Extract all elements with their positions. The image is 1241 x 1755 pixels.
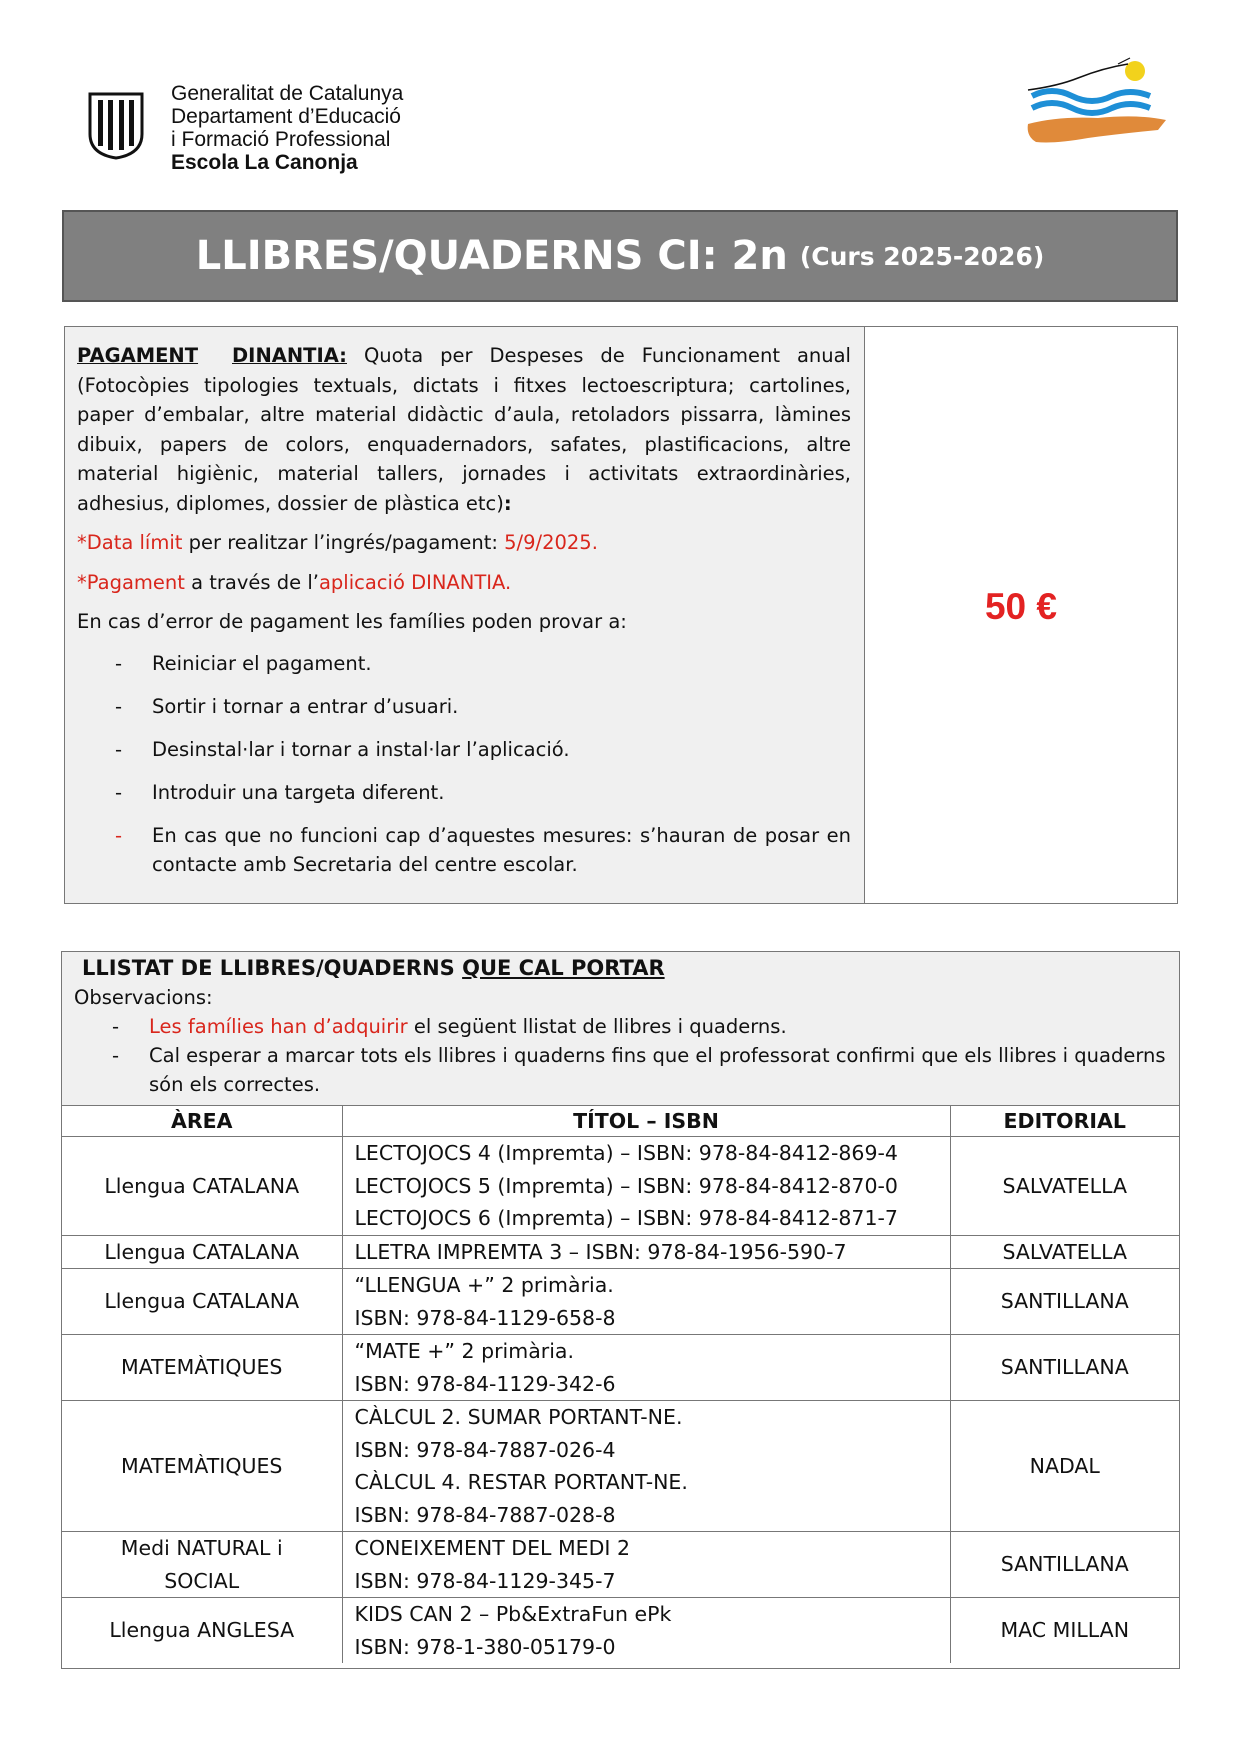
title-bar [62,210,1178,302]
payment-amount: 50 € [984,586,1057,627]
cell-editorial: SANTILLANA [950,1269,1179,1335]
payment-section [64,326,1178,904]
column-header-area: ÀREA [62,1106,342,1137]
obs1-red: Les famílies han d’adquirir [149,1015,408,1038]
books-table [62,1106,1179,1663]
list-item: - Desinstal·lar i tornar a instal·lar l’aplicació. [77,735,851,765]
table-row [62,1235,1179,1269]
table-row [62,1137,1179,1236]
deadline-text: per realitzar l’ingrés/pagament: [182,531,505,554]
list-item: - Reiniciar el pagament. [77,649,851,679]
list-item [74,1012,1167,1041]
generalitat-logo-icon [86,90,146,160]
books-title-b: QUE CAL PORTAR [462,956,665,980]
payment-intro: Quota per Despeses de Funcionament anual (Fotocòpies tipologies textuals, dictats i fitxes lectoescriptura; cartolines, paper d’embalar, altre material didàctic d’aula, retoladors pissarra, làmines dibuix, papers de colors, enquadernadors, safates, plastificacions, altre material higiènic, material tallers, jornades i activitats extraordinàries, adhesius, diplomes, dossier de plàstica etc) [77,344,851,515]
table-row [62,1269,1179,1335]
title-line: LECTOJOCS 5 (Impremta) – ISBN: 978-84-8412-870-0 [354,1173,898,1198]
title-line: CÀLCUL 2. SUMAR PORTANT-NE. [354,1405,683,1429]
page-title: LLIBRES/QUADERNS CI: 2n [195,233,788,279]
title-line: ISBN: 978-84-7887-026-4 [354,1437,616,1462]
deadline-label: *Data límit [77,531,183,554]
title-line: CONEIXEMENT DEL MEDI 2 [354,1536,630,1560]
payment-intro-end: : [503,491,512,515]
cell-area: MATEMÀTIQUES [62,1401,342,1532]
column-header-editorial: EDITORIAL [950,1106,1179,1137]
school-name: Escola La Canonja [171,151,358,174]
payment-description [77,341,851,518]
title-line: ISBN: 978-1-380-05179-0 [354,1634,616,1659]
column-header-title: TÍTOL – ISBN [342,1106,950,1137]
cell-editorial: SANTILLANA [950,1335,1179,1401]
cell-area: Llengua CATALANA [62,1137,342,1236]
school-logo-icon [1018,56,1168,156]
observations-list [74,1012,1167,1099]
school-year: (Curs 2025-2026) [799,241,1045,271]
table-row [62,1335,1179,1401]
org-line-1: Generalitat de Catalunya [171,82,404,105]
cell-area: MATEMÀTIQUES [62,1335,342,1401]
title-line: ISBN: 978-84-1129-342-6 [354,1371,616,1396]
table-header-row [62,1106,1179,1137]
method-app: aplicació DINANTIA. [318,570,512,594]
cell-editorial: MAC MILLAN [950,1598,1179,1664]
cell-title [342,1269,950,1335]
table-row [62,1598,1179,1664]
title-line: “LLENGUA +” 2 primària. [354,1273,614,1297]
error-steps [77,649,851,880]
list-item: - En cas que no funcioni cap d’aquestes mesures: s’hauran de posar en contacte amb Secretaria del centre escolar. [77,821,851,880]
title-line: ISBN: 978-84-7887-028-8 [354,1502,616,1527]
cell-title [342,1137,950,1236]
payment-deadline [77,528,851,558]
cell-area: Llengua ANGLESA [62,1598,342,1664]
cell-editorial: SALVATELLA [950,1235,1179,1269]
title-line: CÀLCUL 4. RESTAR PORTANT-NE. [354,1470,688,1494]
title-line: LLETRA IMPREMTA 3 – ISBN: 978-84-1956-590-7 [354,1239,847,1264]
org-line-2: Departament d’Educació [171,105,401,128]
payment-method [77,568,851,598]
title-line: KIDS CAN 2 – Pb&ExtraFun ePk [354,1602,672,1626]
cell-title [342,1532,950,1598]
cell-title [342,1235,950,1269]
list-item: - Sortir i tornar a entrar d’usuari. [77,692,851,722]
books-title [82,952,1167,983]
deadline-date: 5/9/2025. [504,531,598,554]
payment-heading-b: DINANTIA: [232,344,347,367]
cell-area: Llengua CATALANA [62,1235,342,1269]
title-line: LECTOJOCS 6 (Impremta) – ISBN: 978-84-8412-871-7 [354,1206,898,1230]
title-line: LECTOJOCS 4 (Impremta) – ISBN: 978-84-8412-869-4 [354,1141,898,1165]
list-item: - Introduir una targeta diferent. [77,778,851,808]
books-section [61,951,1180,1669]
method-text: a través de l’ [184,570,319,594]
books-header [62,952,1179,1106]
title-line: ISBN: 978-84-1129-658-8 [354,1305,616,1330]
table-row [62,1532,1179,1598]
error-intro: En cas d’error de pagament les famílies poden provar a: [77,610,627,633]
method-label: *Pagament [77,570,185,594]
cell-area: Medi NATURAL i SOCIAL [62,1532,342,1598]
books-table-body [62,1137,1179,1664]
cell-title [342,1335,950,1401]
payment-details [65,327,865,903]
cell-title [342,1598,950,1664]
books-title-a: LLISTAT DE LLIBRES/QUADERNS [82,956,463,980]
cell-editorial: SANTILLANA [950,1532,1179,1598]
org-line-3: i Formació Professional [171,128,391,151]
payment-heading-a: PAGAMENT [77,344,199,367]
observations-label: Observacions: [74,986,213,1009]
cell-title [342,1401,950,1532]
table-row [62,1401,1179,1532]
cell-editorial: SALVATELLA [950,1137,1179,1236]
title-line: “MATE +” 2 primària. [354,1339,574,1363]
title-line: ISBN: 978-84-1129-345-7 [354,1568,616,1593]
institution-block [171,82,403,174]
payment-amount-cell [865,327,1177,903]
obs1-rest: el següent llistat de llibres i quaderns. [407,1015,787,1038]
cell-editorial: NADAL [950,1401,1179,1532]
cell-area: Llengua CATALANA [62,1269,342,1335]
list-item: - Cal esperar a marcar tots els llibres i quaderns fins que el professorat confirmi que els llibres i quaderns són els correctes. [74,1041,1167,1099]
